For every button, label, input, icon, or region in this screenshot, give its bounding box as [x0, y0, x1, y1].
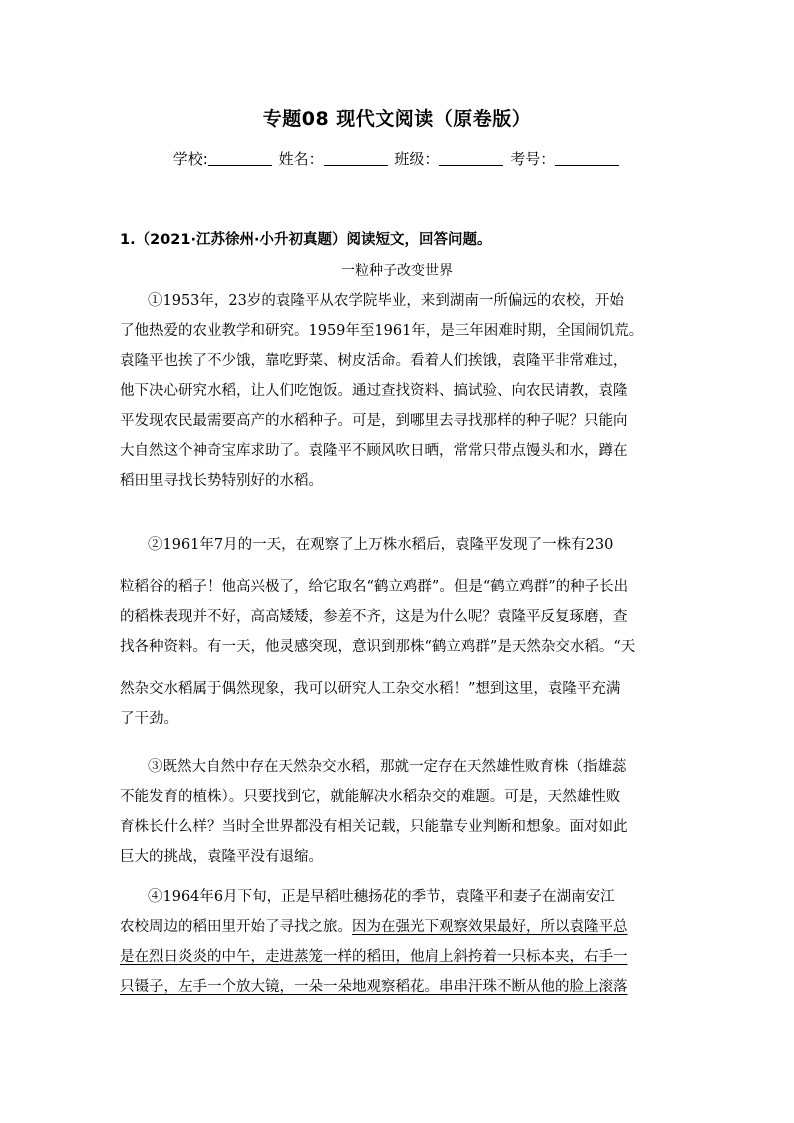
plain-text: 农校周边的稻田里开始了寻找之旅。 — [120, 919, 352, 935]
paragraph-line: 稻田里寻找长势特别好的水稻。 — [120, 473, 323, 489]
school-label: 学校: — [172, 150, 208, 168]
paragraph-line: 不能发育的植株）。只要找到它，就能解决水稻杂交的难题。可是，天然雄性败 — [120, 789, 621, 805]
underlined-text: 因为在强光下观察效果最好，所以袁隆平总 — [352, 919, 628, 935]
paragraph-line: ②1961年7月的一天，在观察了上万株水稻后，袁隆平发现了一株有230 — [148, 537, 614, 553]
name-blank[interactable] — [324, 151, 388, 166]
student-info-line — [0, 148, 794, 169]
question-heading: 1.（2021·江苏徐州·小升初真题）阅读短文，回答问题。 — [120, 232, 492, 248]
paragraph-line: 平发现农民最需要高产的水稻种子。可是，到哪里去寻找那样的种子呢？只能向 — [120, 413, 628, 429]
paragraph-line: 了他热爱的农业教学和研究。1959年至1961年，是三年困难时期，全国闹饥荒。 — [120, 323, 644, 339]
paragraph-line: 育株长什么样？当时全世界都没有相关记载，只能靠专业判断和想象。面对如此 — [120, 819, 628, 835]
exam-number-blank[interactable] — [555, 151, 619, 166]
paragraph-line: 袁隆平也挨了不少饿，靠吃野菜、树皮活命。看着人们挨饿，袁隆平非常难过， — [120, 353, 628, 369]
paragraph-line: ①1953年，23岁的袁隆平从农学院毕业，来到湖南一所偏远的农校，开始 — [148, 293, 624, 309]
paragraph-line: 巨大的挑战，袁隆平没有退缩。 — [120, 849, 323, 865]
paragraph-line: 了干劲。 — [120, 711, 178, 727]
paragraph-line: 然杂交水稻属于偶然现象，我可以研究人工杂交水稻！”想到这里，袁隆平充满 — [120, 681, 621, 697]
name-label: 姓名： — [278, 150, 324, 168]
paragraph-line: 大自然这个神奇宝库求助了。袁隆平不顾风吹日晒，常常只带点馒头和水，蹲在 — [120, 443, 628, 459]
paragraph-line: 的稻株表现并不好，高高矮矮，参差不齐，这是为什么呢？袁隆平反复琢磨，查 — [120, 609, 628, 625]
paragraph-4 — [120, 882, 676, 1002]
paragraph-line — [120, 912, 676, 942]
class-label: 班级： — [394, 150, 440, 168]
paragraph-line: 他下决心研究水稻，让人们吃饱饭。通过查找资料、搞试验、向农民请教，袁隆 — [120, 383, 628, 399]
paragraph-3 — [120, 752, 676, 872]
paragraph-line: 粒稻谷的稻子！他高兴极了，给它取名“鹤立鸡群”。但是“鹤立鸡群”的种子长出 — [120, 579, 629, 595]
underlined-line: 是在烈日炎炎的中午，走进蒸笼一样的稻田，他肩上斜挎着一只标本夹，右手一 — [120, 949, 628, 965]
underlined-line: 只镊子，左手一个放大镜，一朵一朵地观察稻花。串串汗珠不断从他的脸上滚落 — [120, 979, 628, 995]
paragraph-line: 找各种资料。有一天，他灵感突现，意识到那株“鹤立鸡群”是天然杂交水稻。“天 — [120, 639, 636, 655]
passage-title: 一粒种子改变世界 — [341, 263, 453, 279]
paragraph-line: ④1964年6月下旬，正是早稻吐穗扬花的季节，袁隆平和妻子在湖南安江 — [148, 889, 615, 905]
page-title: 专题08 现代文阅读（原卷版） — [262, 108, 532, 130]
exam-number-label: 考号： — [510, 150, 556, 168]
school-blank[interactable] — [208, 151, 272, 166]
class-blank[interactable] — [439, 151, 503, 166]
paragraph-2 — [120, 530, 676, 734]
paragraph-line: ③既然大自然中存在天然杂交水稻，那就一定存在天然雄性败育株（指雄蕊 — [148, 759, 627, 775]
paragraph-1 — [120, 286, 676, 496]
